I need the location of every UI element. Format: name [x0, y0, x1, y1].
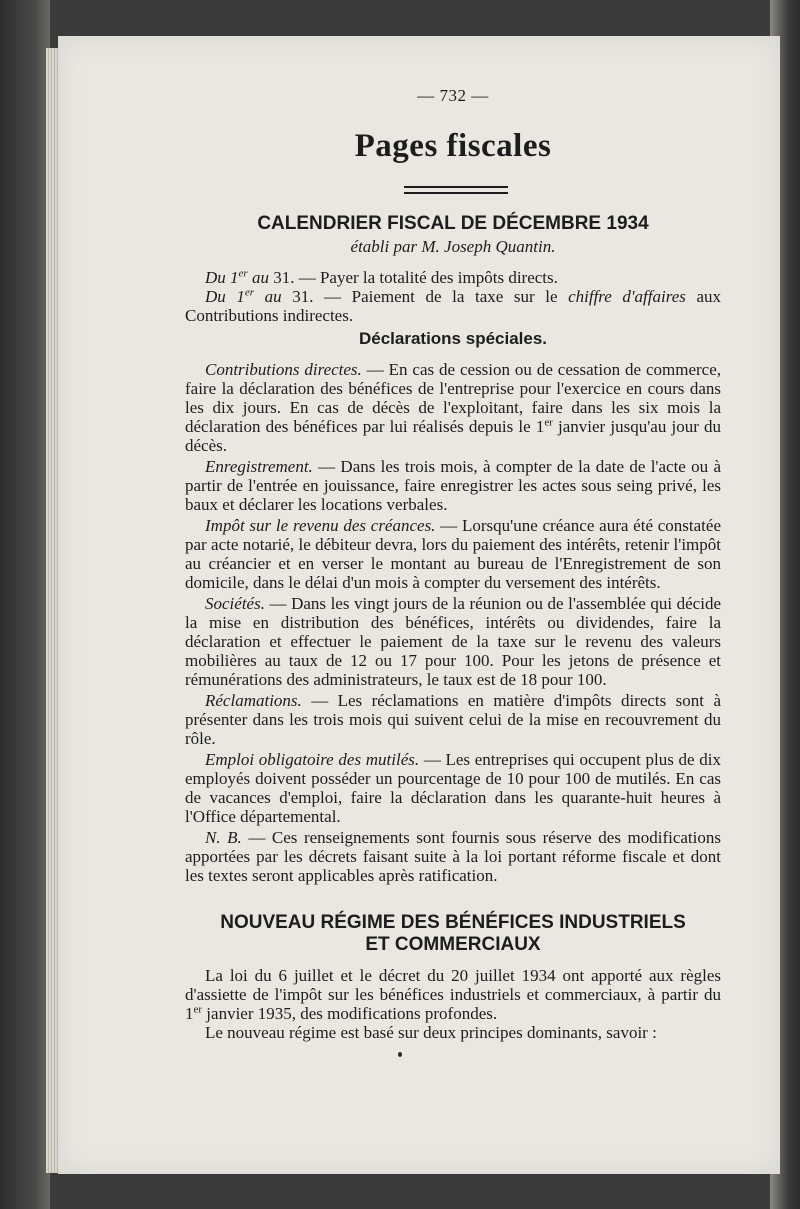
calendar-line-1-lead	[205, 268, 269, 287]
declaration-text: — Dans les trois mois, à compter de la date de l'acte ou à partir de l'entrée en jouissance, faire enregistrer les actes sous seing privé, les baux et déclarer les locations verbales.	[185, 457, 721, 514]
scan-background-left	[0, 0, 50, 1209]
declaration-text: — En cas de cession ou de cessation de commerce, faire la déclaration des bénéfices de l'entreprise pour l'exercice en cours dans les dix jours. En cas de décès de l'exploitant, faire dans les six mois la déclaration des bénéfices par lui réalisés depuis le 1	[185, 360, 721, 436]
calendar-line-2	[185, 287, 721, 325]
declaration-lead: N. B.	[205, 828, 242, 847]
declarations-list	[185, 360, 721, 885]
declaration-text: — Ces renseignements sont fournis sous réserve des modifications apportées par les décrets faisant suite à la loi portant réforme fiscale et dont les textes seront applicables après ratification.	[185, 828, 721, 885]
declaration-item	[185, 691, 721, 748]
declaration-lead: Réclamations.	[205, 691, 302, 710]
declaration-lead: Sociétés.	[205, 594, 265, 613]
regime-title-line-1: NOUVEAU RÉGIME DES BÉNÉFICES INDUSTRIELS	[220, 912, 686, 933]
calendar-line-2-italic: chiffre d'affaires	[568, 287, 686, 306]
declaration-sup: er	[544, 416, 553, 429]
calendar-line-2-text-b: aux Contributions indirectes.	[185, 287, 722, 325]
declarations-heading: Déclarations spéciales.	[358, 329, 548, 348]
calendar-author: établi par M. Joseph Quantin.	[350, 237, 556, 256]
page-number: — 732 —	[417, 86, 489, 105]
declaration-text-end: janvier jusqu'au jour du décès.	[185, 417, 721, 455]
declaration-lead: Impôt sur le revenu des créances.	[205, 516, 436, 535]
declaration-item	[185, 457, 721, 514]
regime-paragraph-1-text: La loi du 6 juillet et le décret du 20 juillet 1934 ont apporté aux règles d'assiette de l'impôt sur les bénéfices industriels et commerciaux, à partir du 1	[185, 966, 721, 1023]
calendar-line-1	[185, 268, 721, 287]
print-speck	[398, 1052, 402, 1057]
regime-paragraph-1-text-end: janvier 1935, des modifications profondes.	[202, 1004, 498, 1023]
declaration-item	[185, 516, 721, 592]
calendar-line-1-du: Du 1	[205, 268, 239, 287]
calendar-line-1-sup: er	[238, 267, 248, 280]
calendar-line-2-sup: er	[244, 286, 255, 299]
calendar-line-2-lead	[205, 287, 282, 306]
declaration-lead: Contributions directes.	[205, 360, 362, 379]
declaration-item	[185, 828, 721, 885]
declaration-item	[185, 360, 721, 455]
declaration-text: — Les entreprises qui occupent plus de dix employés doivent posséder un pourcentage de 10 pour 100 de mutilés. En cas de vacances d'emploi, faire la déclaration dans les quarante-huit heures à l'Office départemental.	[185, 750, 721, 826]
declaration-lead: Emploi obligatoire des mutilés.	[205, 750, 420, 769]
calendar-line-1-au: au	[247, 268, 269, 287]
regime-paragraph-2: Le nouveau régime est basé sur deux principes dominants, savoir :	[205, 1023, 657, 1042]
regime-paragraph-1	[185, 966, 721, 1023]
calendar-title: CALENDRIER FISCAL DE DÉCEMBRE 1934	[257, 213, 649, 234]
declaration-text: — Les réclamations en matière d'impôts directs sont à présenter dans les trois mois qui suivent celui de la mise en recouvrement du rôle.	[185, 691, 721, 748]
declaration-text: — Lorsqu'une créance aura été constatée par acte notarié, le débiteur devra, lors du paiement des intérêts, retenir l'impôt au créancier et en verser le montant au bureau de l'Enregistrement de son domicile, dans le délai d'un mois à compter du versement des intérêts.	[185, 516, 721, 592]
calendar-line-2-au: au	[254, 287, 282, 306]
regime-paragraph-1-sup: er	[193, 1003, 203, 1016]
document-page	[58, 36, 780, 1174]
declaration-lead: Enregistrement.	[205, 457, 313, 476]
regime-body	[185, 966, 721, 1042]
calendar-lines	[185, 268, 721, 325]
title-double-rule	[404, 186, 508, 194]
regime-title-line-2: ET COMMERCIAUX	[365, 934, 541, 955]
declaration-item	[185, 594, 721, 689]
section-title: Pages fiscales	[354, 128, 552, 164]
calendar-line-1-text: 31. — Payer la totalité des impôts directs.	[268, 268, 558, 287]
calendar-line-2-text-a: 31. — Paiement de la taxe sur le	[281, 287, 569, 306]
regime-title	[185, 912, 721, 956]
declaration-item	[185, 750, 721, 826]
calendar-line-2-du: Du 1	[205, 287, 245, 306]
declaration-text: — Dans les vingt jours de la réunion ou de l'assemblée qui décide la mise en distribution des bénéfices, intérêts ou dividendes, faire la déclaration et effectuer le paiement de la taxe sur le revenu des valeurs mobilières au taux de 12 ou 17 pour 100. Pour les jetons de présence et rémunérations des administrateurs, le taux est de 18 pour 100.	[185, 594, 721, 689]
